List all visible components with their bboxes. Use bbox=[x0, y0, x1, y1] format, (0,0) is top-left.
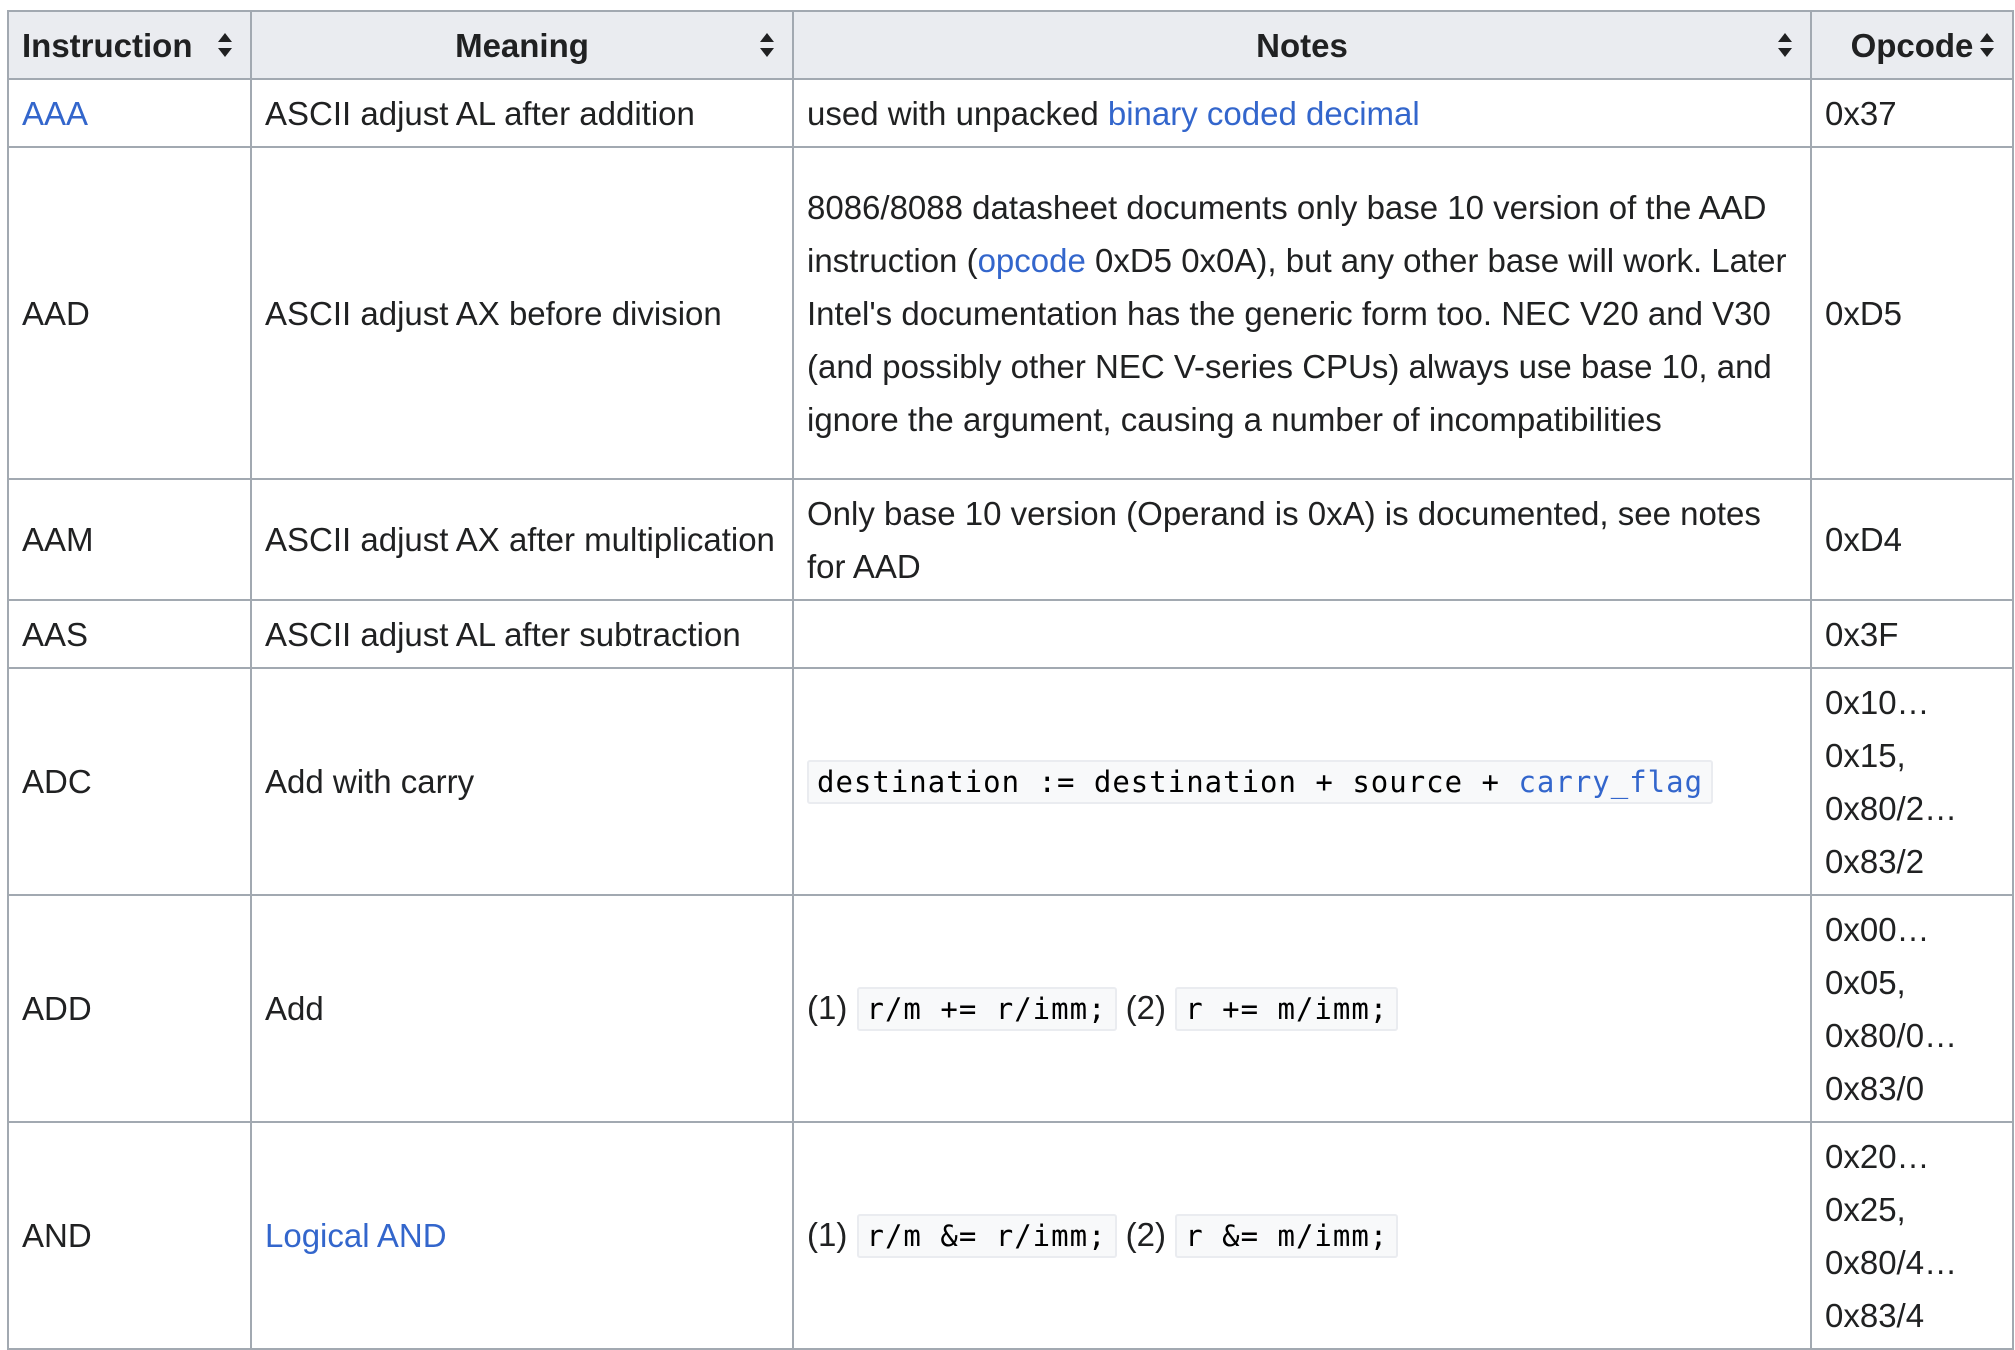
code-snippet: r/m &= r/imm; bbox=[857, 1214, 1117, 1258]
meaning-cell: ASCII adjust AX before division bbox=[251, 147, 793, 479]
notes-cell: Only base 10 version (Operand is 0xA) is documented, see notes for AAD bbox=[793, 479, 1811, 600]
instruction-cell: ADC bbox=[8, 668, 251, 895]
notes-cell bbox=[793, 600, 1811, 668]
instruction-cell: AND bbox=[8, 1122, 251, 1349]
opcode-cell bbox=[1811, 668, 2013, 895]
opcode-cell bbox=[1811, 1122, 2013, 1349]
table-row bbox=[8, 668, 2013, 895]
opcode-value: 0x83/4 bbox=[1825, 1296, 1925, 1334]
column-header-label: Notes bbox=[1256, 26, 1348, 64]
meaning-cell: ASCII adjust AL after addition bbox=[251, 79, 793, 147]
notes-cell bbox=[793, 668, 1811, 895]
notes-label: (1) bbox=[807, 989, 848, 1026]
opcode-value: 0xD4 bbox=[1825, 521, 1903, 558]
instruction-cell bbox=[8, 79, 251, 147]
notes-label: (1) bbox=[807, 1216, 848, 1253]
meaning-cell bbox=[251, 1122, 793, 1349]
opcode-value: 0x37 bbox=[1825, 94, 1897, 132]
column-header-meaning[interactable] bbox=[251, 11, 793, 79]
opcode-cell bbox=[1811, 79, 2013, 147]
column-header-label: Meaning bbox=[455, 26, 589, 64]
notes-text: 8086/8088 datasheet documents only base 10 version of the AAD instruction ( bbox=[807, 188, 1767, 279]
opcode-value: 0x80/0… bbox=[1825, 1016, 1958, 1054]
opcode-value: 0x3F bbox=[1825, 615, 1899, 653]
opcode-value: 0x83/0 bbox=[1825, 1069, 1925, 1107]
code-snippet bbox=[807, 760, 1713, 804]
notes-cell bbox=[793, 147, 1811, 479]
opcode-cell bbox=[1811, 895, 2013, 1122]
notes-link[interactable]: binary coded decimal bbox=[1107, 94, 1420, 132]
notes-cell bbox=[793, 895, 1811, 1122]
opcode-cell bbox=[1811, 479, 2013, 600]
opcode-cell bbox=[1811, 600, 2013, 668]
instruction-cell: ADD bbox=[8, 895, 251, 1122]
instruction-table bbox=[7, 10, 2014, 1350]
code-snippet: r += m/imm; bbox=[1175, 987, 1398, 1031]
column-header-notes[interactable] bbox=[793, 11, 1811, 79]
opcode-value: 0xD5 bbox=[1825, 294, 1903, 332]
opcode-value: 0x80/4… bbox=[1825, 1243, 1958, 1281]
meaning-link[interactable]: Logical AND bbox=[265, 1217, 447, 1254]
table-row bbox=[8, 895, 2013, 1122]
instruction-link[interactable]: AAA bbox=[22, 94, 89, 132]
instruction-cell: AAS bbox=[8, 600, 251, 668]
notes-text: used with unpacked bbox=[807, 94, 1108, 132]
header-row bbox=[8, 11, 2013, 79]
code-text: destination := destination + source + bbox=[817, 765, 1519, 799]
meaning-cell: Add with carry bbox=[251, 668, 793, 895]
sort-icon[interactable] bbox=[758, 31, 776, 59]
table-row bbox=[8, 79, 2013, 147]
opcode-value: 0x83/2 bbox=[1825, 842, 1925, 880]
sort-icon[interactable] bbox=[1776, 31, 1794, 59]
table-row bbox=[8, 600, 2013, 668]
instruction-cell: AAM bbox=[8, 479, 251, 600]
meaning-cell: Add bbox=[251, 895, 793, 1122]
table-row bbox=[8, 1122, 2013, 1349]
opcode-value: 0x10… bbox=[1825, 683, 1930, 721]
meaning-cell: ASCII adjust AL after subtraction bbox=[251, 600, 793, 668]
opcode-value: 0x00… bbox=[1825, 910, 1930, 948]
notes-cell bbox=[793, 79, 1811, 147]
instruction-cell: AAD bbox=[8, 147, 251, 479]
code-snippet: r &= m/imm; bbox=[1175, 1214, 1398, 1258]
column-header-label: Instruction bbox=[22, 26, 193, 64]
opcode-value: 0x25, bbox=[1825, 1190, 1906, 1228]
notes-link[interactable]: opcode bbox=[977, 241, 1086, 279]
column-header-instruction[interactable] bbox=[8, 11, 251, 79]
opcode-value: 0x20… bbox=[1825, 1137, 1930, 1175]
notes-text: 0xD5 0x0A), but any other base will work. Later Intel's documentation has the generic form too. NEC V20 and V30 (and possibly other NEC V-series CPUs) always use base 10, and ignore the argument, causing a number of incompatibilities bbox=[807, 241, 1787, 438]
column-header-label: Opcode bbox=[1850, 26, 1974, 64]
opcode-value: 0x80/2… bbox=[1825, 789, 1958, 827]
carry-flag-link[interactable]: carry_flag bbox=[1518, 765, 1704, 799]
code-snippet: r/m += r/imm; bbox=[857, 987, 1117, 1031]
table-row bbox=[8, 147, 2013, 479]
meaning-cell: ASCII adjust AX after multiplication bbox=[251, 479, 793, 600]
sort-icon[interactable] bbox=[1978, 31, 1996, 59]
notes-label: (2) bbox=[1125, 1216, 1167, 1253]
notes-cell bbox=[793, 1122, 1811, 1349]
table-row bbox=[8, 479, 2013, 600]
notes-label: (2) bbox=[1125, 989, 1167, 1026]
opcode-cell bbox=[1811, 147, 2013, 479]
column-header-opcode[interactable] bbox=[1811, 11, 2013, 79]
opcode-value: 0x15, bbox=[1825, 736, 1906, 774]
sort-icon[interactable] bbox=[216, 31, 234, 59]
opcode-value: 0x05, bbox=[1825, 963, 1906, 1001]
